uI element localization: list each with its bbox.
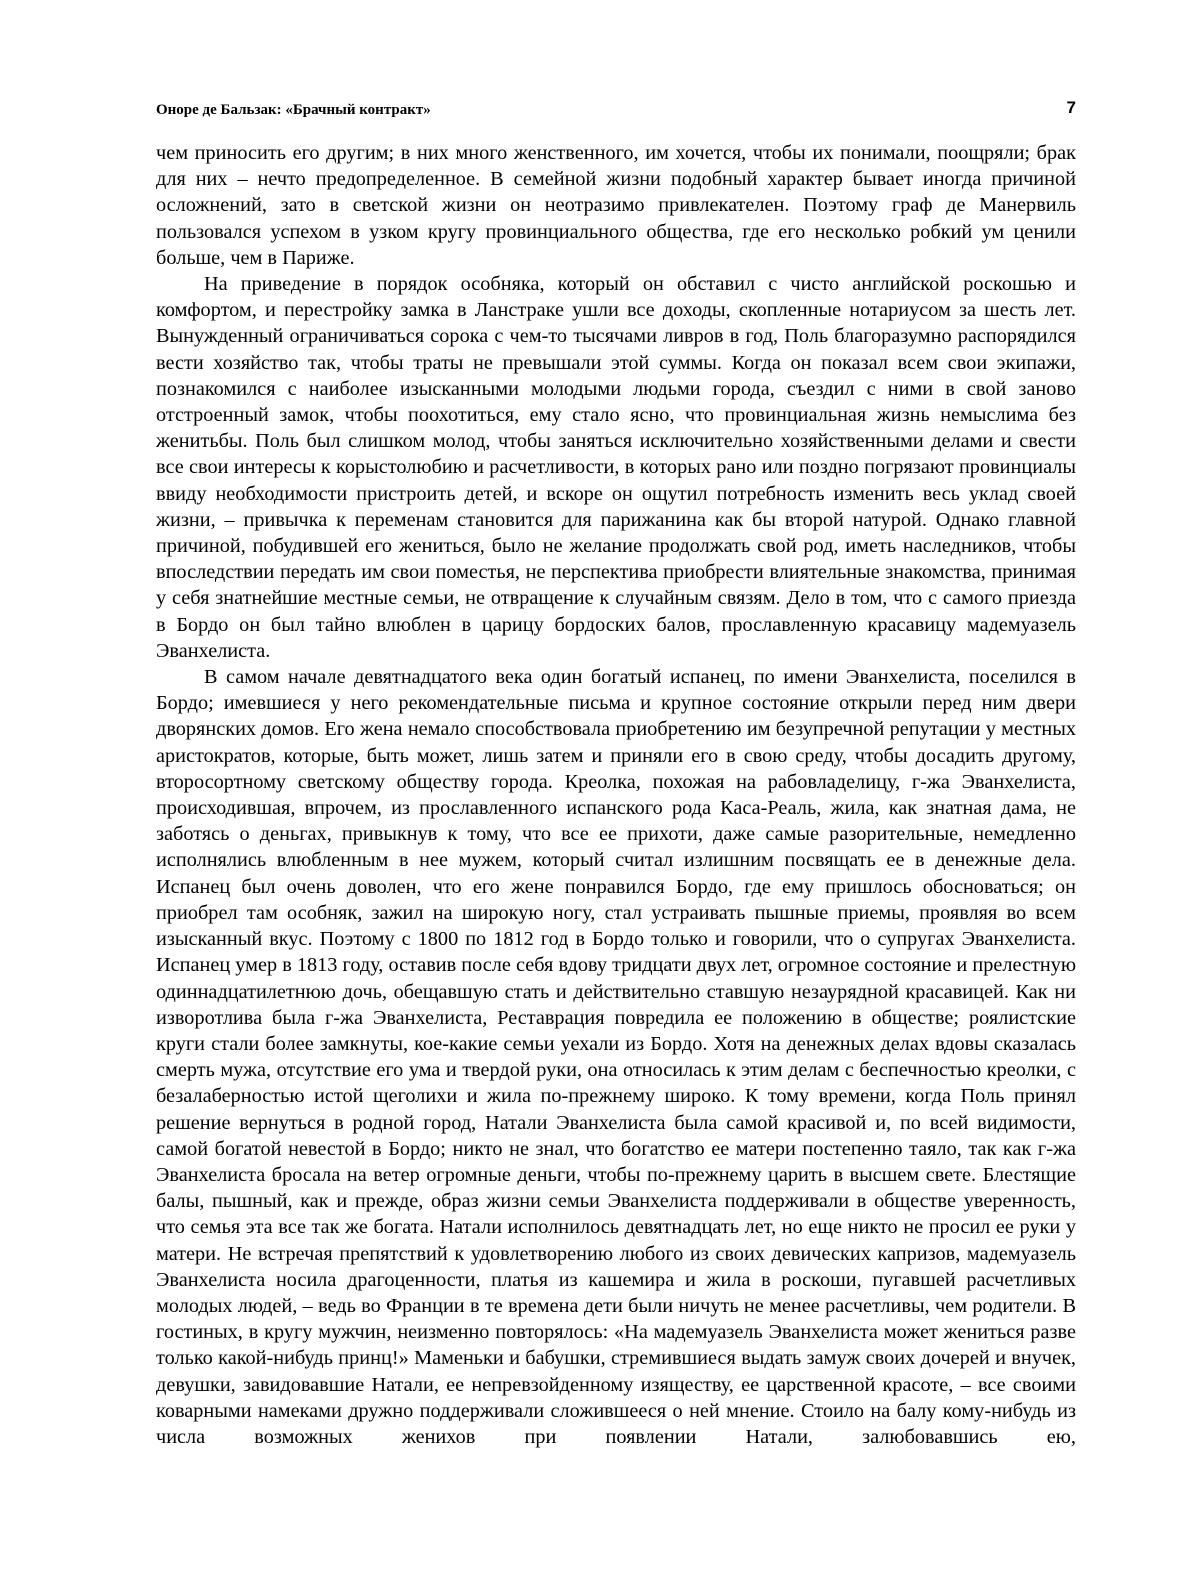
paragraph: На приведение в порядок особняка, который он обставил с чисто английской роскошью и комфортом, и перестройку замка в Ланстраке ушли все доходы, скопленные нотариусом за шесть лет. Вынужденный ограничиваться сорока с чем-то тысячами ливров в год, Поль благоразумно распорядился вести хозяйство так, чтобы траты не превышали этой суммы. Когда он показал всем свои экипажи, познакомился с наиболее изысканными молодыми людьми города, съездил с ними в свой заново отстроенный замок, чтобы поохотиться, ему стало ясно, что провинциальная жизнь немыслима без женитьбы. Поль был слишком молод, чтобы заняться исключительно хозяйственными делами и свести все свои интересы к корыстолюбию и расчетливости, в которых рано или поздно погрязают провинциалы ввиду необходимости пристроить детей, и вскоре он ощутил потребность изменить весь уклад своей жизни, – привычка к переменам становится для парижанина как бы второй натурой. Однако главной причиной, побудившей его жениться, было не желание продолжать свой род, иметь наследников, чтобы впоследствии передать им свои поместья, не перспектива приобрести влиятельные знакомства, принимая у себя знатнейшие местные семьи, не отвращение к случайным связям. Дело в том, что с самого приезда в Бордо он был тайно влюблен в царицу бордоских балов, прославленную красавицу мадемуазель Эванхелиста. [156, 273, 1076, 662]
body-text [156, 140, 1076, 1450]
paragraph-continued: чем приносить его другим; в них много женственного, им хочется, чтобы их понимали, поощряли; брак для них – нечто предопределенное. В семейной жизни подобный характер бывает иногда причиной осложнений, зато в светской жизни он неотразимо привлекателен. Поэтому граф де Манервиль пользовался успехом в узком кругу провинциального общества, где его несколько робкий ум ценили больше, чем в Париже. [156, 142, 1076, 269]
paragraph: В самом начале девятнадцатого века один богатый испанец, по имени Эванхелиста, поселился в Бордо; имевшиеся у него рекомендательные письма и крупное состояние открыли перед ним двери дворянских домов. Его жена немало способствовала приобретению им безупречной репутации у местных аристократов, которые, быть может, лишь затем и приняли его в свою среду, чтобы досадить другому, второсортному светскому обществу города. Креолка, похожая на рабовладелицу, г-жа Эванхелиста, происходившая, впрочем, из прославленного испанского рода Каса-Реаль, жила, как знатная дама, не заботясь о деньгах, привыкнув к тому, что все ее прихоти, даже самые разорительные, немедленно исполнялись влюбленным в нее мужем, который считал излишним посвящать ее в денежные дела. Испанец был очень доволен, что его жене понравился Бордо, где ему пришлось обосноваться; он приобрел там особняк, зажил на широкую ногу, стал устраивать пышные приемы, проявляя во всем изысканный вкус. Поэтому с 1800 по 1812 год в Бордо только и говорили, что о супругах Эванхелиста. Испанец умер в 1813 году, оставив после себя вдову тридцати двух лет, огромное состояние и прелестную одиннадцатилетнюю дочь, обещавшую стать и действительно ставшую незаурядной красавицей. Как ни изворотлива была г-жа Эванхелиста, Реставрация повредила ее положению в обществе; роялистские круги стали более замкнуты, кое-какие семьи уехали из Бордо. Хотя на денежных делах вдовы сказалась смерть мужа, отсутствие его ума и твердой руки, она относилась к этим делам с беспечностью креолки, с безалаберностью истой щеголихи и жила по-прежнему широко. К тому времени, когда Поль принял решение вернуться в родной город, Натали Эванхелиста была самой красивой и, по всей видимости, самой богатой невестой в Бордо; никто не знал, что богатство ее матери постепенно таяло, так как г-жа Эванхелиста бросала на ветер огромные деньги, чтобы по-прежнему царить в высшем свете. Блестящие балы, пышный, как и прежде, образ жизни семьи Эванхелиста поддерживали в обществе уверенность, что семья эта все так же богата. Натали исполнилось девятнадцать лет, но еще никто не просил ее руки у матери. Не встречая препятствий к удовлетворению любого из своих девических капризов, мадемуазель Эванхелиста носила драгоценности, платья из кашемира и жила в роскоши, пугавшей расчетливых молодых людей, – ведь во Франции в те времена дети были ничуть не менее расчетливы, чем родители. В гостиных, в кругу мужчин, неизменно повторялось: «На мадемуазель Эванхелиста может жениться разве только какой-нибудь принц!» Маменьки и бабушки, стремившиеся выдать замуж своих дочерей и внучек, девушки, завидовавшие Натали, ее непревзойденному изяществу, ее царственной красоте, – все своими коварными намеками дружно поддерживали сложившееся о ней мнение. Стоило на балу кому-нибудь из числа возможных женихов при появлении Натали, залюбовавшись ею, [156, 666, 1076, 1448]
page-number: 7 [1066, 98, 1076, 117]
header-title: Оноре де Бальзак: «Брачный контракт» [156, 102, 431, 118]
running-header [156, 98, 1076, 122]
